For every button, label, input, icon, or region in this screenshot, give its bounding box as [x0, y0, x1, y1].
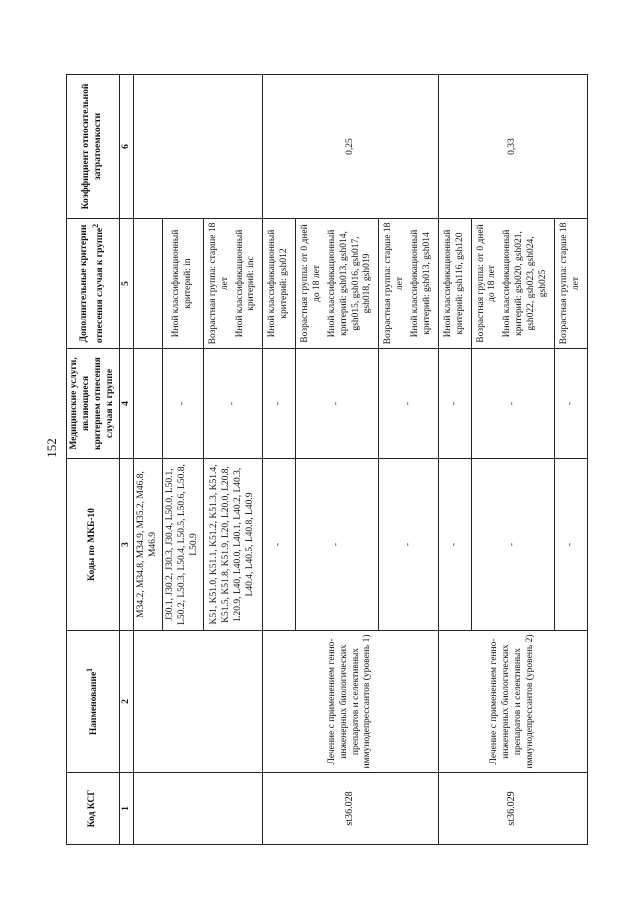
criteria-cell	[296, 219, 379, 349]
header-name-footnote: 1	[84, 667, 94, 672]
criteria-text: Иной классификационный критерий: gsh116, gsh120	[442, 229, 465, 338]
criteria-cell	[134, 219, 163, 349]
name-cell	[134, 631, 263, 773]
table-row	[263, 75, 296, 845]
services-cell: -	[379, 349, 439, 459]
criteria-cell	[163, 219, 204, 349]
coef-cell: 0,25	[263, 75, 439, 219]
criteria-text: Возрастная группа: от 0 дней до 18 лет	[300, 224, 322, 343]
criteria-text: Возрастная группа: старше 18 лет	[383, 222, 406, 345]
column-number-row	[119, 75, 134, 845]
table-body	[119, 75, 587, 845]
criteria-cell	[471, 219, 554, 349]
name-cell: Лечение с применением генно-инженерных биологических препаратов и селективных иммунодепрессантов (уровень 1)	[263, 631, 439, 773]
criteria-text: Возрастная группа: от 0 дней до 18 лет	[475, 224, 498, 343]
header-coefficient: Коэффициент относительной затратоемкости	[67, 75, 120, 219]
code-cell: st36.029	[438, 773, 587, 845]
criteria-text: Иной классификационный критерий: gsh012	[267, 229, 290, 338]
criteria-cell	[203, 219, 263, 349]
header-mkb: Коды по МКБ-10	[67, 459, 120, 631]
mkb-cell: M34.2, M34.8, M34.9, M35.2, M46.8, M46.9	[134, 459, 163, 631]
services-cell: -	[263, 349, 296, 459]
mkb-cell: -	[379, 459, 439, 631]
services-cell	[134, 349, 163, 459]
rotated-page-content	[66, 75, 606, 845]
criteria-cell	[438, 219, 471, 349]
mkb-cell: J30.1, J30.2, J30.3, J30.4, L50.0, L50.1, L50.2, L50.3, L50.4, L50.5, L50.6, L50.8, L50.9	[163, 459, 204, 631]
criteria-text: Возрастная группа: старше 18 лет	[207, 222, 230, 345]
coef-cell	[134, 75, 263, 219]
services-cell: -	[296, 349, 379, 459]
header-code: Код КСГ	[67, 773, 120, 845]
mkb-cell: -	[296, 459, 379, 631]
criteria-cell	[554, 219, 587, 349]
table-row	[134, 75, 163, 845]
mkb-cell: -	[263, 459, 296, 631]
column-number: 1	[119, 773, 134, 845]
header-row	[67, 75, 120, 845]
column-number: 6	[119, 75, 134, 219]
criteria-text: Возрастная группа: старше 18 лет	[558, 222, 581, 345]
criteria-text: Иной классификационный критерий: gsh013, gsh014, gsh015, gsh016, gsh017, gsh018, gsh019	[326, 229, 373, 338]
column-number: 4	[119, 349, 134, 459]
coef-cell: 0,33	[438, 75, 587, 219]
mkb-cell: -	[438, 459, 471, 631]
name-cell: Лечение с применением генно-инженерных биологических препаратов и селективных иммунодепрессантов (уровень 2)	[438, 631, 587, 773]
criteria-text: Иной классификационный критерий: in	[171, 229, 193, 338]
header-services: Медицинские услуги, являющиеся критерием отнесения случая к группе	[67, 349, 120, 459]
ksg-table	[66, 74, 588, 845]
services-cell: -	[163, 349, 204, 459]
mkb-cell: -	[471, 459, 554, 631]
mkb-cell: -	[554, 459, 587, 631]
services-cell: -	[471, 349, 554, 459]
header-criteria-footnote: 2	[90, 223, 100, 228]
services-cell: -	[438, 349, 471, 459]
mkb-cell: K51, K51.0, K51.1, K51.2, K51.3, K51.4, K51.5, K51.8, K51.9, L20, L20.0, L20.8, L20.9, L40, L40.0, L40.1, L40.2, L40.3, L40.4, L40.5, L40.8, L40.9	[203, 459, 263, 631]
column-number: 5	[119, 219, 134, 349]
criteria-text: Иной классификационный критерий: gsh020, gsh021, gsh022, gsh023, gsh024, gsh025	[502, 229, 548, 338]
code-cell: st36.028	[263, 773, 439, 845]
services-cell: -	[203, 349, 263, 459]
criteria-text: Иной классификационный критерий: gsh013, gsh014	[410, 229, 432, 338]
header-criteria: Дополнительные критерии отнесения случая к группе$^2$	[67, 219, 120, 349]
criteria-cell	[379, 219, 439, 349]
table-row	[438, 75, 471, 845]
criteria-text: Иной классификационный критерий: inc	[234, 229, 257, 338]
code-cell	[134, 773, 263, 845]
page-number: 152	[44, 438, 59, 458]
services-cell: -	[554, 349, 587, 459]
column-number: 2	[119, 631, 134, 773]
header-name: Наименование$^1$	[67, 631, 120, 773]
column-number: 3	[119, 459, 134, 631]
criteria-cell	[263, 219, 296, 349]
